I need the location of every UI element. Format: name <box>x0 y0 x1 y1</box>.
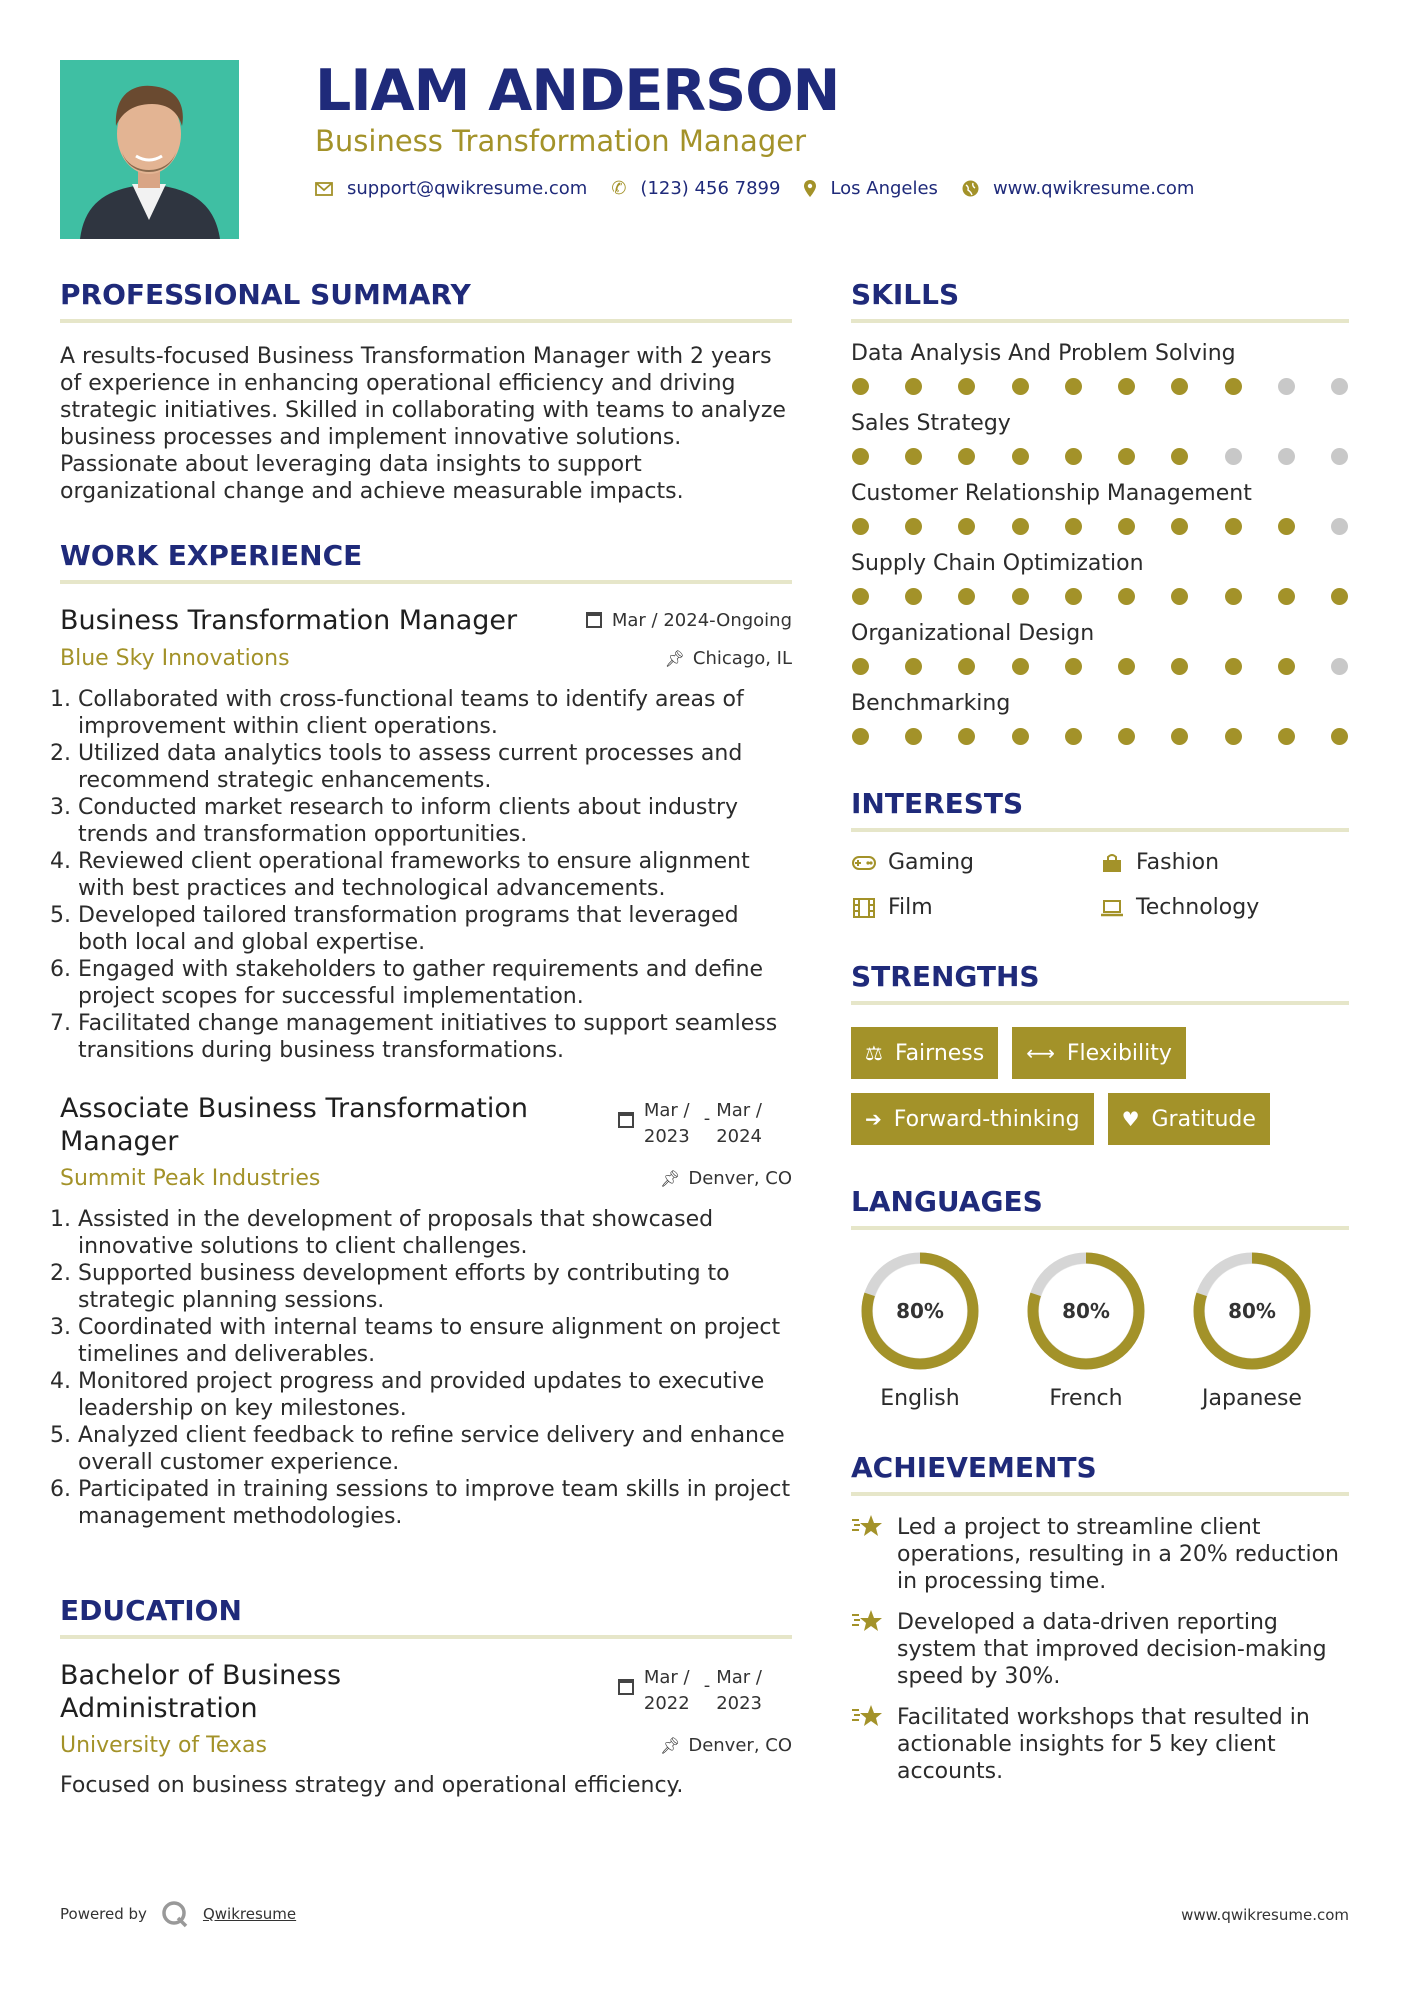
strength-label: Flexibility <box>1066 1040 1172 1066</box>
calendar-icon <box>618 1112 634 1128</box>
date-separator: - <box>703 1675 711 1696</box>
skill-rating <box>851 728 1349 745</box>
job-date-text: Mar / 2024-Ongoing <box>611 610 792 631</box>
end-year: 2023 <box>716 1693 762 1714</box>
skill-item <box>851 481 1349 535</box>
skill-item <box>851 411 1349 465</box>
rating-dot-filled <box>852 448 869 465</box>
interest-item <box>1099 850 1347 875</box>
start-year: 2022 <box>643 1693 690 1714</box>
rating-dot-empty <box>1225 448 1242 465</box>
strength-tag <box>1012 1027 1186 1079</box>
achievement-text: Led a project to streamline client operations, resulting in a 20% reduction in processing time. <box>897 1515 1339 1594</box>
rating-dot-filled <box>905 518 922 535</box>
language-name: Japanese <box>1202 1386 1302 1411</box>
rating-dot-filled <box>905 658 922 675</box>
language-item <box>1003 1250 1169 1411</box>
gamepad-icon <box>851 856 877 870</box>
rating-dot-filled <box>1278 728 1295 745</box>
duty-item: 5. Developed tailored transformation programs that leveraged both local and global expertise. <box>78 902 792 956</box>
skill-rating <box>851 518 1349 535</box>
rating-dot-filled <box>1065 378 1082 395</box>
strength-tag <box>851 1093 1094 1145</box>
education-description: Focused on business strategy and operational efficiency. <box>60 1773 684 1798</box>
rating-dot-filled <box>1171 518 1188 535</box>
duty-item: 7. Facilitated change management initiatives to support seamless transitions during business transformations. <box>78 1010 792 1064</box>
rating-dot-filled <box>1278 518 1295 535</box>
star-icon <box>851 1704 883 1785</box>
calendar-icon <box>586 612 602 628</box>
strengths-list <box>851 1027 1349 1145</box>
rating-dot-filled <box>1012 658 1029 675</box>
pushpin-icon: 📌︎ <box>660 1169 681 1188</box>
duty-item: 3. Coordinated with internal teams to ensure alignment on project timelines and deliverables. <box>78 1314 792 1368</box>
languages-heading: LANGUAGES <box>851 1185 1349 1230</box>
pushpin-icon: 📌︎ <box>664 649 685 668</box>
skill-name: Benchmarking <box>851 691 1011 716</box>
rating-dot-filled <box>1278 588 1295 605</box>
interests-heading: INTERESTS <box>851 787 1349 832</box>
language-item <box>837 1250 1003 1411</box>
duty-item: 2. Utilized data analytics tools to assess current processes and recommend strategic enhancements. <box>78 740 792 794</box>
duty-item: 6. Participated in training sessions to improve team skills in project management methodologies. <box>78 1476 792 1530</box>
language-progress-ring <box>1025 1250 1147 1372</box>
education-date <box>618 1665 762 1717</box>
rating-dot-filled <box>1331 588 1348 605</box>
skill-rating <box>851 448 1349 465</box>
rating-dot-filled <box>1171 378 1188 395</box>
language-percent: 80% <box>1062 1299 1110 1323</box>
education-entry <box>60 1659 792 1798</box>
rating-dot-filled <box>1225 728 1242 745</box>
strength-label: Gratitude <box>1151 1106 1256 1132</box>
contact-website[interactable]: www.qwikresume.com <box>992 178 1195 199</box>
skill-rating <box>851 588 1349 605</box>
duty-item: 6. Engaged with stakeholders to gather requirements and define project scopes for successful implementation. <box>78 956 792 1010</box>
rating-dot-empty <box>1331 518 1348 535</box>
job-location <box>665 648 792 669</box>
strength-label: Fairness <box>894 1040 985 1066</box>
start-month: Mar / <box>643 1100 690 1121</box>
job-title: Associate Business Transformation Manager <box>60 1093 529 1157</box>
contact-email[interactable]: support@qwikresume.com <box>347 178 588 199</box>
skill-rating <box>851 658 1349 675</box>
rating-dot-filled <box>1065 448 1082 465</box>
envelope-icon <box>315 182 333 196</box>
rating-dot-filled <box>958 588 975 605</box>
profile-photo <box>60 60 239 239</box>
interest-item <box>1099 895 1347 920</box>
rating-dot-empty <box>1278 448 1295 465</box>
rating-dot-filled <box>958 658 975 675</box>
rating-dot-filled <box>1118 448 1135 465</box>
rating-dot-filled <box>1012 518 1029 535</box>
strength-label: Forward-thinking <box>893 1106 1080 1132</box>
rating-dot-filled <box>958 728 975 745</box>
candidate-role: Business Transformation Manager <box>315 124 807 158</box>
qwikresume-logo-icon <box>161 1900 189 1928</box>
skill-name: Sales Strategy <box>851 411 1011 436</box>
achievements-heading: ACHIEVEMENTS <box>851 1451 1349 1496</box>
rating-dot-filled <box>1118 518 1135 535</box>
skill-name: Organizational Design <box>851 621 1095 646</box>
rating-dot-filled <box>958 378 975 395</box>
school-name: University of Texas <box>60 1733 267 1758</box>
rating-dot-filled <box>958 448 975 465</box>
achievement-item <box>851 1609 1349 1690</box>
skill-item <box>851 691 1349 745</box>
rating-dot-filled <box>1331 728 1348 745</box>
language-percent: 80% <box>896 1299 944 1323</box>
rating-dot-filled <box>905 448 922 465</box>
footer-website[interactable]: www.qwikresume.com <box>1181 1906 1349 1924</box>
end-month: Mar / <box>716 1667 762 1688</box>
brand-link[interactable]: Qwikresume <box>202 1905 297 1923</box>
job-location-text: Denver, CO <box>688 1168 792 1189</box>
balance-scale-icon: ⚖ <box>865 1041 883 1065</box>
star-icon <box>851 1514 883 1595</box>
rating-dot-filled <box>852 518 869 535</box>
interests-grid <box>851 850 1349 920</box>
skill-item <box>851 621 1349 675</box>
laptop-icon <box>1099 899 1125 917</box>
rating-dot-filled <box>1012 728 1029 745</box>
rating-dot-filled <box>852 728 869 745</box>
interest-label: Film <box>888 895 933 920</box>
strength-tag <box>1108 1093 1270 1145</box>
left-column <box>60 278 792 1798</box>
contact-location: Los Angeles <box>830 178 938 199</box>
achievement-item <box>851 1704 1349 1785</box>
duty-item: 3. Conducted market research to inform clients about industry trends and transformation opportunities. <box>78 794 792 848</box>
rating-dot-filled <box>1225 518 1242 535</box>
map-pin-icon <box>804 180 816 197</box>
rating-dot-empty <box>1331 378 1348 395</box>
job-location-text: Chicago, IL <box>692 648 792 669</box>
duty-item: 2. Supported business development efforts by contributing to strategic planning sessions. <box>78 1260 792 1314</box>
education-heading: EDUCATION <box>60 1594 792 1639</box>
skill-item <box>851 341 1349 395</box>
duty-list <box>60 686 792 1064</box>
skill-name: Data Analysis And Problem Solving <box>851 341 1236 366</box>
achievement-text: Facilitated workshops that resulted in actionable insights for 5 key client accounts. <box>897 1705 1310 1784</box>
calendar-icon <box>618 1679 634 1695</box>
film-icon <box>851 898 877 918</box>
duty-item: 5. Analyzed client feedback to refine service delivery and enhance overall customer experience. <box>78 1422 792 1476</box>
skill-item <box>851 551 1349 605</box>
job-date <box>618 1098 762 1150</box>
skill-name: Supply Chain Optimization <box>851 551 1144 576</box>
heart-icon: ♥ <box>1121 1107 1140 1131</box>
skills-list <box>851 341 1349 745</box>
rating-dot-filled <box>1171 588 1188 605</box>
rating-dot-filled <box>1225 378 1242 395</box>
start-month: Mar / <box>643 1667 690 1688</box>
bag-icon <box>1099 853 1125 873</box>
degree-title: Bachelor of Business Administration <box>60 1660 342 1724</box>
company-name: Summit Peak Industries <box>60 1166 321 1191</box>
rating-dot-empty <box>1331 658 1348 675</box>
education-location-text: Denver, CO <box>688 1735 792 1756</box>
rating-dot-filled <box>1065 588 1082 605</box>
globe-icon <box>962 180 979 197</box>
arrows-horizontal-icon: ⟷ <box>1026 1041 1055 1065</box>
summary-text: A results-focused Business Transformation Manager with 2 years of experience in enhancing operational efficiency and driving strategic initiatives. Skilled in collaborating with teams to analyze business processes and implement innovative solutions. Passionate about leveraging data insights to support organizational change and achieve measurable impacts. <box>60 344 786 504</box>
rating-dot-filled <box>1225 588 1242 605</box>
rating-dot-filled <box>905 588 922 605</box>
job-title: Business Transformation Manager <box>60 605 518 636</box>
interest-label: Gaming <box>888 850 974 875</box>
powered-by-label: Powered by <box>60 1905 147 1923</box>
duty-item: 4. Reviewed client operational frameworks to ensure alignment with best practices and technological advancements. <box>78 848 792 902</box>
language-item <box>1169 1250 1335 1411</box>
language-progress-ring <box>1191 1250 1313 1372</box>
right-column <box>851 278 1349 1799</box>
job-location <box>660 1168 792 1189</box>
achievement-item <box>851 1514 1349 1595</box>
duty-item: 1. Collaborated with cross-functional teams to identify areas of improvement within client operations. <box>78 686 792 740</box>
rating-dot-filled <box>1118 378 1135 395</box>
rating-dot-filled <box>1012 378 1029 395</box>
education-location <box>660 1735 792 1756</box>
strengths-heading: STRENGTHS <box>851 960 1349 1005</box>
achievements-list <box>851 1514 1349 1785</box>
duty-list <box>60 1206 792 1530</box>
language-percent: 80% <box>1228 1299 1276 1323</box>
pushpin-icon: 📌︎ <box>660 1736 681 1755</box>
rating-dot-empty <box>1278 378 1295 395</box>
duty-item: 1. Assisted in the development of proposals that showcased innovative solutions to client challenges. <box>78 1206 792 1260</box>
job-entry <box>60 1092 792 1530</box>
rating-dot-filled <box>1012 448 1029 465</box>
interest-label: Technology <box>1136 895 1260 920</box>
end-year: 2024 <box>716 1126 762 1147</box>
summary-heading: PROFESSIONAL SUMMARY <box>60 278 792 323</box>
interest-item <box>851 895 1099 920</box>
job-entry <box>60 604 792 1064</box>
phone-icon: ✆ <box>611 178 627 199</box>
rating-dot-filled <box>1065 728 1082 745</box>
experience-heading: WORK EXPERIENCE <box>60 539 792 584</box>
rating-dot-filled <box>1012 588 1029 605</box>
rating-dot-filled <box>1118 658 1135 675</box>
skills-heading: SKILLS <box>851 278 1349 323</box>
duty-item: 4. Monitored project progress and provided updates to executive leadership on key milestones. <box>78 1368 792 1422</box>
language-name: French <box>1049 1386 1123 1411</box>
interest-item <box>851 850 1099 875</box>
rating-dot-filled <box>852 658 869 675</box>
rating-dot-filled <box>1065 658 1082 675</box>
skill-name: Customer Relationship Management <box>851 481 1252 506</box>
date-separator: - <box>703 1108 711 1129</box>
contact-phone[interactable]: (123) 456 7899 <box>640 178 781 199</box>
rating-dot-filled <box>1171 728 1188 745</box>
strength-tag <box>851 1027 998 1079</box>
contact-bar <box>315 178 1218 199</box>
rating-dot-filled <box>1225 658 1242 675</box>
rating-dot-filled <box>852 378 869 395</box>
rating-dot-filled <box>1118 728 1135 745</box>
rating-dot-filled <box>852 588 869 605</box>
skill-rating <box>851 378 1349 395</box>
job-date <box>586 610 792 631</box>
end-month: Mar / <box>716 1100 762 1121</box>
candidate-name: LIAM ANDERSON <box>315 58 840 124</box>
arrow-right-icon: ➔ <box>865 1107 882 1131</box>
company-name: Blue Sky Innovations <box>60 646 290 671</box>
rating-dot-filled <box>905 728 922 745</box>
rating-dot-filled <box>958 518 975 535</box>
avatar <box>60 60 239 239</box>
languages-list <box>851 1250 1349 1411</box>
rating-dot-filled <box>1171 448 1188 465</box>
rating-dot-empty <box>1331 448 1348 465</box>
interest-label: Fashion <box>1136 850 1220 875</box>
achievement-text: Developed a data-driven reporting system that improved decision-making speed by 30%. <box>897 1610 1327 1689</box>
star-icon <box>851 1609 883 1690</box>
rating-dot-filled <box>1118 588 1135 605</box>
language-progress-ring <box>859 1250 981 1372</box>
rating-dot-filled <box>1171 658 1188 675</box>
start-year: 2023 <box>643 1126 690 1147</box>
rating-dot-filled <box>905 378 922 395</box>
language-name: English <box>880 1386 960 1411</box>
footer-branding <box>60 1900 296 1928</box>
rating-dot-filled <box>1278 658 1295 675</box>
rating-dot-filled <box>1065 518 1082 535</box>
